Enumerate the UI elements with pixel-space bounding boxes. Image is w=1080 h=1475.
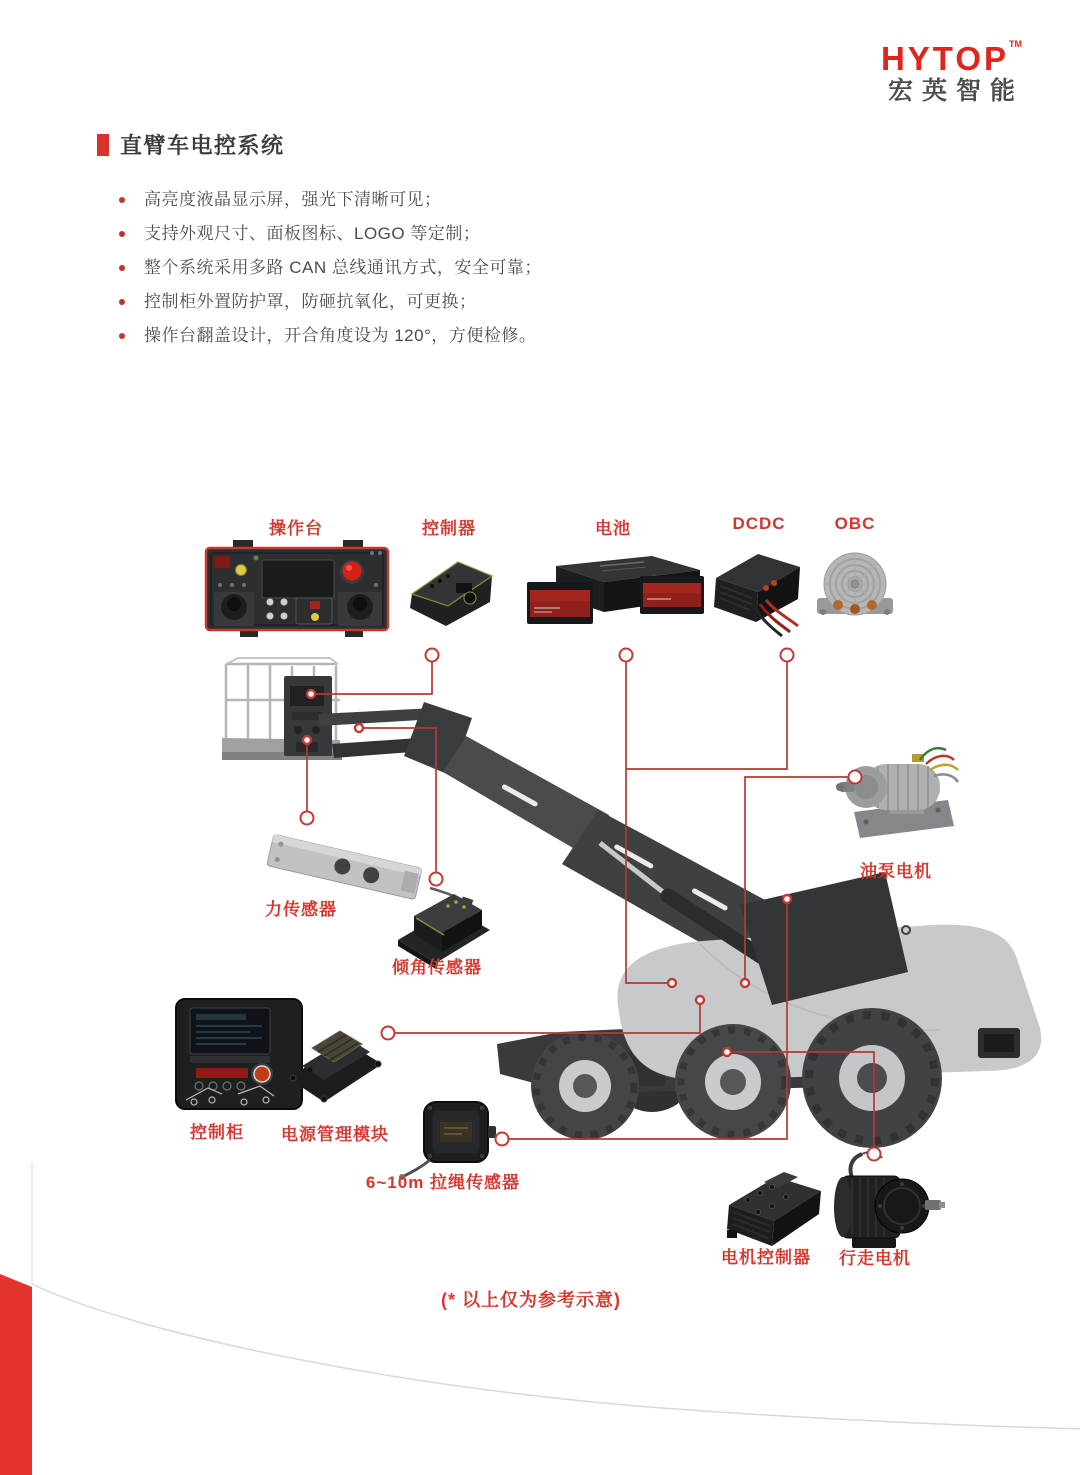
component-label-travel-motor: 行走电机 — [839, 1249, 911, 1268]
component-label-power-module: 电源管理模块 — [281, 1125, 389, 1144]
oil-pump-motor-image — [836, 748, 958, 838]
corner-ribbon — [0, 1274, 32, 1475]
feature-text: 支持外观尺寸、面板图标、LOGO 等定制； — [144, 224, 481, 243]
component-label-battery: 电池 — [595, 519, 631, 538]
feature-text: 操作台翻盖设计，开合角度设为 120°，方便检修。 — [144, 326, 537, 345]
reference-note: (* 以上仅为参考示意) — [441, 1290, 621, 1310]
component-label-controller: 控制器 — [422, 519, 476, 538]
logo-brand-text: HYTOP — [880, 40, 1010, 77]
logo-subtitle: 宏英智能 — [887, 77, 1024, 105]
dcdc-image — [714, 554, 800, 636]
obc-image — [817, 553, 893, 615]
feature-text: 控制柜外置防护罩，防砸抗氧化，可更换； — [144, 292, 477, 311]
wheel-rear-right — [802, 1008, 942, 1148]
callout-battery — [626, 662, 668, 984]
body-intake-inner — [984, 1034, 1014, 1052]
callout-dcdc — [626, 662, 787, 770]
component-label-dcdc: DCDC — [732, 514, 786, 533]
component-label-force-sensor: 力传感器 — [265, 900, 337, 919]
feature-text: 整个系统采用多路 CAN 总线通讯方式，安全可靠； — [144, 258, 542, 277]
feature-text: 高亮度液晶显示屏，强光下清晰可见； — [144, 190, 442, 209]
component-label-tilt-sensor: 倾角传感器 — [392, 958, 482, 977]
logo-tm-mark: TM — [1009, 39, 1023, 49]
controller-image — [410, 562, 492, 626]
callout-controller — [315, 662, 432, 695]
component-label-rope-sensor: 6~10m 拉绳传感器 — [365, 1173, 521, 1192]
battery-image — [527, 556, 704, 624]
component-label-motor-controller: 电机控制器 — [721, 1248, 811, 1267]
component-label-obc: OBC — [834, 514, 876, 533]
component-label-oil-pump-motor: 油泵电机 — [860, 862, 932, 881]
page-title: 直臂车电控系统 — [120, 133, 285, 158]
component-label-control-cabinet: 控制柜 — [190, 1123, 244, 1142]
wheel-rear-left — [675, 1024, 791, 1140]
console-image — [206, 540, 388, 637]
wheel-front-left — [531, 1032, 639, 1140]
control-cabinet-image — [176, 999, 302, 1109]
motor-controller-image — [727, 1172, 821, 1246]
component-label-console: 操作台 — [269, 519, 323, 538]
travel-motor-image — [834, 1152, 945, 1248]
